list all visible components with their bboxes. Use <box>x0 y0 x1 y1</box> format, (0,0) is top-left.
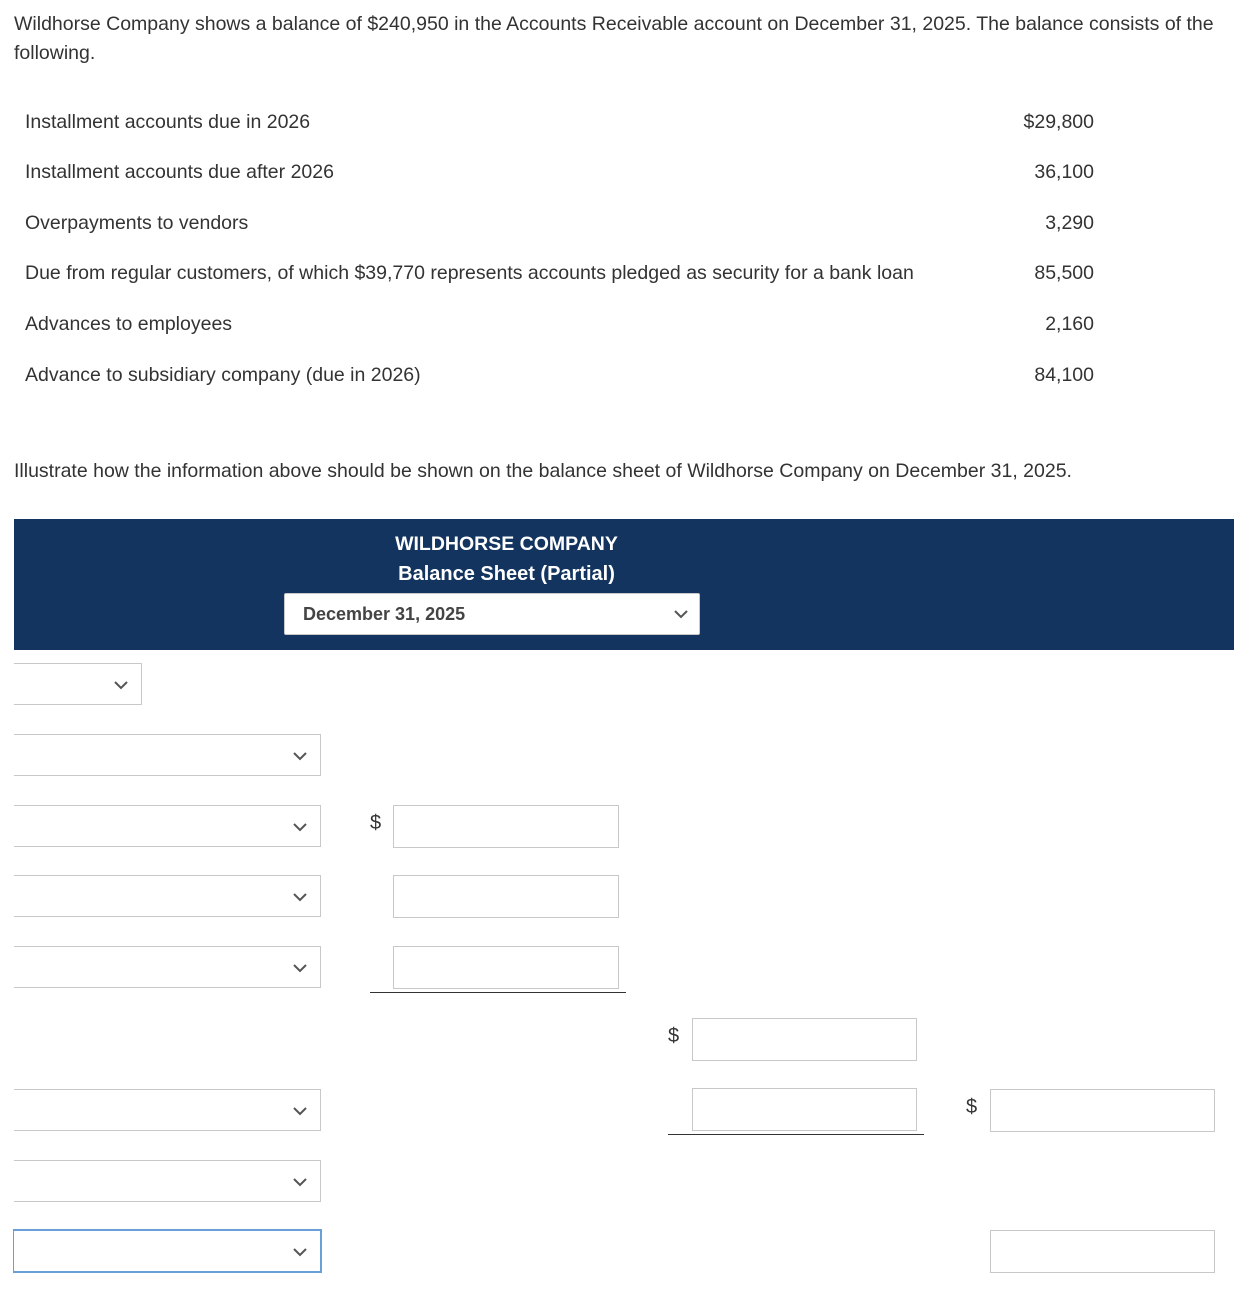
net-amount-input[interactable] <box>990 1089 1215 1132</box>
amount-input[interactable] <box>393 946 619 989</box>
item-label: Advances to employees <box>25 313 233 335</box>
problem-intro: Wildhorse Company shows a balance of $240,950 in the Accounts Receivable account on December 31, 2025. The balance consists of the following. <box>14 13 1214 64</box>
item-label: Overpayments to vendors <box>25 212 249 234</box>
item-label: Installment accounts due in 2026 <box>25 111 311 133</box>
account-dropdown[interactable] <box>14 663 142 705</box>
data-row <box>25 161 1094 189</box>
dollar-sign: $ <box>966 1096 978 1118</box>
dollar-sign: $ <box>370 812 382 834</box>
item-amount: 3,290 <box>1045 212 1094 234</box>
chevron-down-icon <box>292 819 308 835</box>
chevron-down-icon <box>292 960 308 976</box>
item-amount: 36,100 <box>1034 161 1094 183</box>
subtotal-input[interactable] <box>692 1018 917 1061</box>
account-dropdown[interactable] <box>14 1230 321 1272</box>
item-amount: $29,800 <box>1023 111 1094 133</box>
chevron-down-icon <box>292 1244 308 1260</box>
chevron-down-icon <box>113 677 129 693</box>
chevron-down-icon <box>292 1174 308 1190</box>
subtotal-underline <box>370 992 626 993</box>
account-dropdown[interactable] <box>14 875 321 917</box>
chevron-down-icon <box>292 1103 308 1119</box>
subtotal-underline <box>668 1134 924 1135</box>
data-row <box>25 111 1094 139</box>
account-dropdown[interactable] <box>14 805 321 847</box>
item-label: Installment accounts due after 2026 <box>25 161 334 183</box>
date-dropdown[interactable] <box>284 593 700 635</box>
date-dropdown-value: December 31, 2025 <box>303 604 466 624</box>
item-label: Due from regular customers, of which $39,770 represents accounts pledged as security for a bank loan <box>25 262 914 284</box>
data-row <box>25 262 1094 290</box>
account-dropdown[interactable] <box>14 734 321 776</box>
chevron-down-icon <box>673 606 689 622</box>
item-amount: 85,500 <box>1034 262 1094 284</box>
statement-header <box>14 519 1234 650</box>
statement-title: Balance Sheet (Partial) <box>398 563 615 585</box>
company-name: WILDHORSE COMPANY <box>395 533 618 555</box>
account-dropdown[interactable] <box>14 1160 321 1202</box>
amount-input[interactable] <box>393 805 619 848</box>
item-amount: 2,160 <box>1045 313 1094 335</box>
allowance-input[interactable] <box>692 1088 917 1131</box>
instruction-text: Illustrate how the information above should be shown on the balance sheet of Wildhorse Company on December 31, 2025. <box>14 460 1072 482</box>
data-row <box>25 364 1094 392</box>
account-dropdown[interactable] <box>14 1089 321 1131</box>
dollar-sign: $ <box>668 1025 680 1047</box>
data-row <box>25 313 1094 341</box>
account-dropdown[interactable] <box>14 946 321 988</box>
chevron-down-icon <box>292 748 308 764</box>
amount-input[interactable] <box>990 1230 1215 1273</box>
amount-input[interactable] <box>393 875 619 918</box>
chevron-down-icon <box>292 889 308 905</box>
item-amount: 84,100 <box>1034 364 1094 386</box>
data-row <box>25 212 1094 240</box>
item-label: Advance to subsidiary company (due in 2026) <box>25 364 421 386</box>
